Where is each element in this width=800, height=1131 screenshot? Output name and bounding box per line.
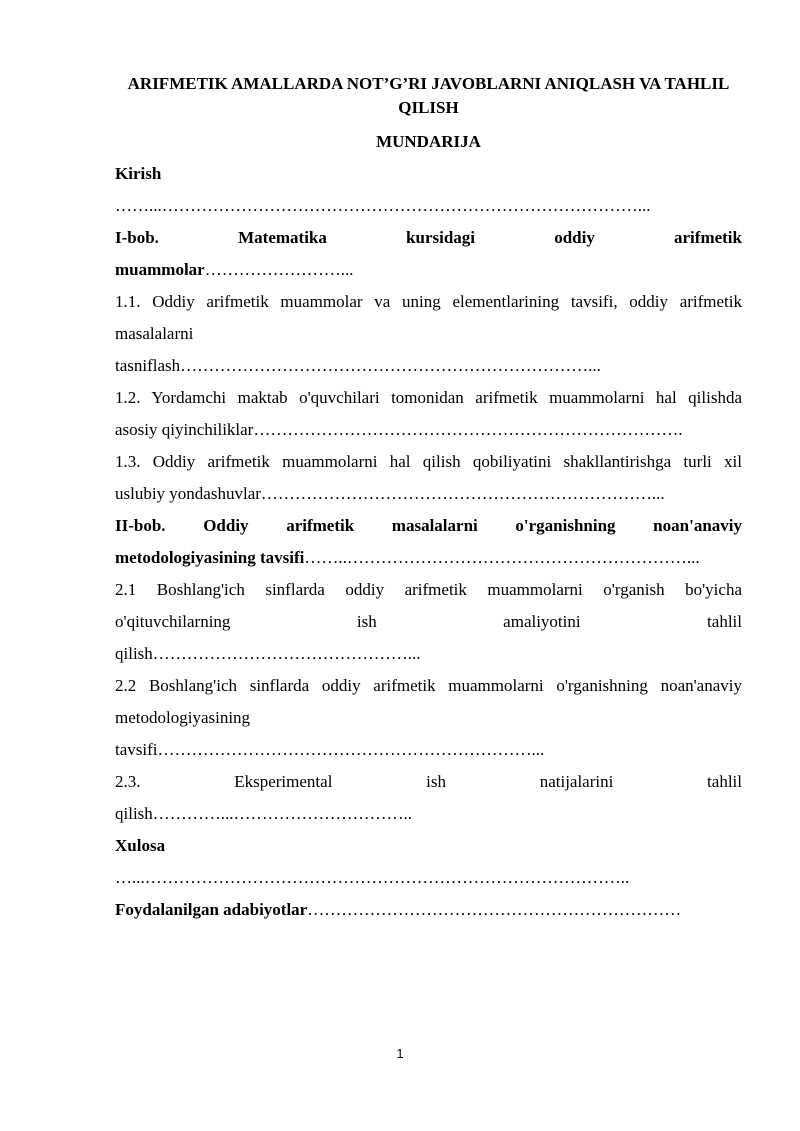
toc-section-1-1-dots: ………………………………………………………………... <box>180 356 601 375</box>
toc-section-2-2-end: tavsifi <box>115 740 158 759</box>
toc-section-1-1-end: tasniflash <box>115 356 181 375</box>
document-page <box>115 72 742 926</box>
toc-chapter2-label-end: metodologiyasining tavsifi <box>115 548 305 567</box>
document-title: ARIFMETIK AMALLARDA NOT’G’RI JAVOBLARNI ANIQLASH VA TAHLIL QILISH <box>127 74 730 117</box>
toc-section-2-1-dots: ………………………………………... <box>152 644 421 663</box>
page-number: 1 <box>396 1046 404 1061</box>
toc-section-2-2-line3 <box>115 734 742 766</box>
toc-section-1-1-line3 <box>115 350 742 382</box>
toc-heading: MUNDARIJA <box>376 132 481 151</box>
toc-references-dots: ………………………………………………………… <box>307 900 682 919</box>
toc-section-2-1-line1: 2.1 Boshlang'ich sinflarda oddiy arifmetik muammolarni o'rganish bo'yicha <box>115 580 742 599</box>
toc-section-2-3-end: qilish <box>115 804 153 823</box>
toc-references-label: Foydalanilgan adabiyotlar <box>115 900 308 919</box>
toc-section-1-3-line2 <box>115 478 742 510</box>
toc-chapter1-label-end: muammolar <box>115 260 205 279</box>
toc-section-2-1-line2: o'qituvchilarning ish amaliyotini tahlil <box>115 612 742 631</box>
toc-section-1-1-line1: 1.1. Oddiy arifmetik muammolar va uning elementlarining tavsifi, oddiy arifmetik <box>115 292 742 311</box>
toc-section-1-2-end: asosiy qiyinchiliklar <box>115 420 254 439</box>
toc-section-1-1-line2: masalalarni <box>115 324 194 343</box>
toc-section-2-1-line3 <box>115 638 742 670</box>
toc-section-1-2-line1: 1.2. Yordamchi maktab o'quvchilari tomonidan arifmetik muammolarni hal qilishda <box>115 388 742 407</box>
toc-section-1-3-dots: ……………………………………………………………... <box>260 484 665 503</box>
toc-chapter2-label: II-bob. Oddiy arifmetik masalalarni o'rganishning noan'anaviy <box>115 516 742 535</box>
toc-section-1-3-end: uslubiy yondashuvlar <box>115 484 261 503</box>
toc-section-1-2-dots: …………………………………………………………………. <box>253 420 683 439</box>
toc-section-2-3-line1: 2.3. Eksperimental ish natijalarini tahlil <box>115 772 742 791</box>
toc-section-2-3-line2 <box>115 798 742 830</box>
toc-section-2-3-dots: …………...………………………….. <box>152 804 413 823</box>
toc-references-line <box>115 894 742 926</box>
toc-conclusion-label: Xulosa <box>115 836 166 855</box>
toc-section-2-1-end: qilish <box>115 644 153 663</box>
toc-intro-dots: ……...…………………………………………………………………………... <box>115 196 651 215</box>
toc-section-1-2-line2 <box>115 414 742 446</box>
toc-section-1-3-line1: 1.3. Oddiy arifmetik muammolarni hal qilish qobiliyatini shakllantirishga turli xil <box>115 452 742 471</box>
toc-chapter1-line2 <box>115 254 742 286</box>
toc-section-2-2-line1: 2.2 Boshlang'ich sinflarda oddiy arifmetik muammolarni o'rganishning noan'anaviy <box>115 676 742 695</box>
toc-chapter2-line2 <box>115 542 742 574</box>
toc-chapter1-label: I-bob. Matematika kursidagi oddiy arifmetik <box>115 228 742 247</box>
toc-section-2-2-line2: metodologiyasining <box>115 708 251 727</box>
toc-conclusion-dots: …...………………………………………………………………………….. <box>115 868 630 887</box>
toc-chapter2-dots: ……..……………………………………………………... <box>304 548 700 567</box>
toc-section-2-2-dots: …………………………………………………………... <box>157 740 545 759</box>
toc-intro-label: Kirish <box>115 164 162 183</box>
toc-chapter1-dots: ……………………... <box>204 260 354 279</box>
